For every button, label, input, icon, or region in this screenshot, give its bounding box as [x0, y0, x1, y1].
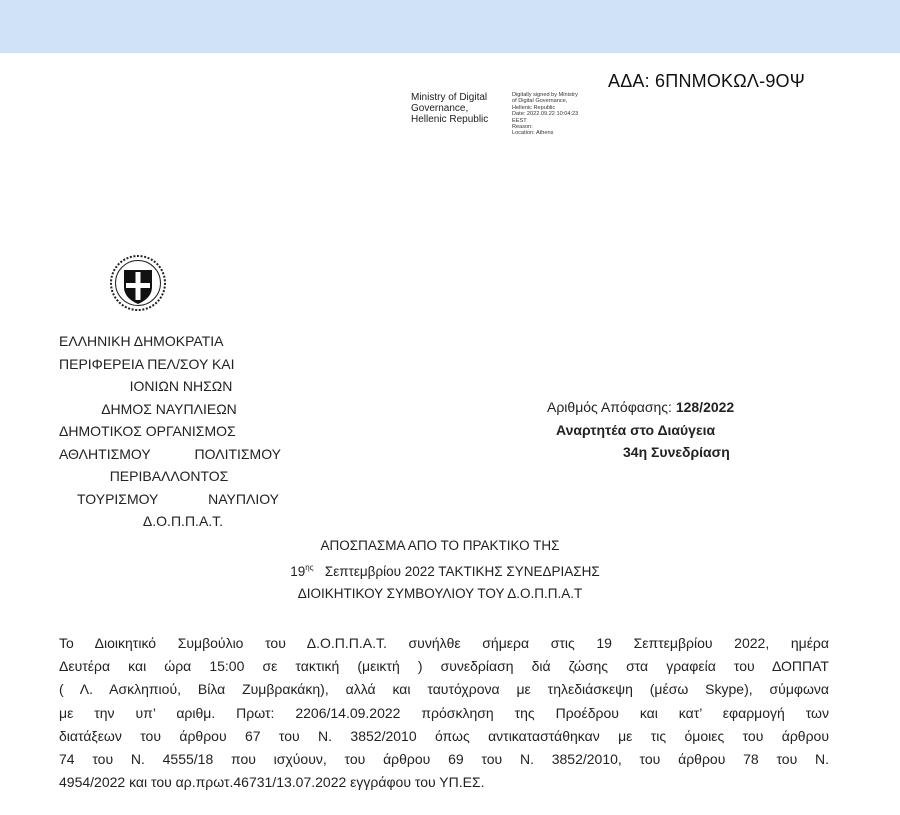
greek-coat-of-arms-icon	[109, 254, 167, 312]
authority-line: Δ.Ο.Π.Π.Α.Τ.	[142, 513, 224, 529]
heading-line: ΑΠΟΣΠΑΣΜΑ ΑΠΟ ΤΟ ΠΡΑΚΤΙΚΟ ΤΗΣ	[320, 538, 560, 553]
paragraph-line: Το Διοικητικό Συμβούλιο του Δ.Ο.Π.Π.Α.Τ. συνήλθε σήμερα στις 19 Σεπτεμβρίου 2022, ημέρα	[59, 635, 829, 651]
heading-day: 19	[290, 564, 306, 579]
decision-number	[547, 399, 734, 415]
paragraph-line: 4954/2022 και του αρ.πρωτ.46731/13.07.2022 εγγράφου του ΥΠ.ΕΣ.	[59, 774, 485, 791]
issuing-authority	[59, 330, 299, 533]
paragraph-line: διατάξεων του άρθρου 67 του Ν. 3852/2010 όπως αντικαταστάθηκαν με τις όμοιες του άρθρου	[59, 727, 829, 744]
decision-number-value: 128/2022	[675, 399, 735, 415]
paragraph-line: ( Λ. Ασκληπιού, Βίλα Ζυμβρακάκη), αλλά και ταυτόχρονα με τηλεδιάσκεψη (μέσω Skype), σύμφωνα	[59, 681, 829, 698]
authority-line	[59, 443, 281, 466]
authority-word: ΝΑΥΠΛΙΟΥ	[208, 490, 279, 507]
signature-details	[512, 92, 622, 137]
authority-line: ΠΕΡΙΦΕΡΕΙΑ ΠΕΛ/ΣΟΥ ΚΑΙ	[59, 355, 235, 372]
ada-code: ΑΔΑ: 6ΠΝΜΟΚΩΛ-9ΟΨ	[608, 71, 805, 91]
authority-word: ΑΘΛΗΤΙΣΜΟΥ	[59, 445, 151, 462]
signature-detail-line: Reason:	[512, 124, 533, 131]
session-number: 34η Συνεδρίαση	[623, 444, 730, 460]
minutes-paragraph	[59, 632, 829, 794]
heading-line: ΔΙΟΙΚΗΤΙΚΟΥ ΣΥΜΒΟΥΛΙΟΥ ΤΟΥ Δ.Ο.Π.Π.Α.Τ	[297, 586, 583, 601]
signature-detail-line: Location: Athens	[512, 130, 554, 137]
heading-date-rest: Σεπτεμβρίου 2022 ΤΑΚΤΙΚΗΣ ΣΥΝΕΔΡΙΑΣΗΣ	[324, 564, 600, 579]
paragraph-line: με την υπ’ αριθμ. Πρωτ: 2206/14.09.2022 πρόσκληση της Προέδρου και κατ’ εφαρμογή των	[59, 704, 829, 721]
heading-day-suffix: ης	[305, 563, 314, 572]
paragraph-line: 74 του Ν. 4555/18 που ισχύουν, του άρθρου 69 του Ν. 3852/2010, του άρθρου 78 του Ν.	[59, 751, 829, 768]
excerpt-heading	[230, 535, 650, 605]
signature-detail-line: of Digital Governance,	[512, 98, 568, 105]
signature-detail-line: Digitally signed by Ministry	[512, 92, 578, 98]
authority-line	[59, 488, 279, 511]
authority-word: ΤΟΥΡΙΣΜΟΥ	[77, 490, 159, 507]
signer-line: Governance,	[411, 103, 469, 114]
heading-line	[230, 557, 650, 583]
authority-word: ΠΟΛΙΤΙΣΜΟΥ	[194, 445, 281, 462]
authority-line: ΕΛΛΗΝΙΚΗ ΔΗΜΟΚΡΑΤΙΑ	[59, 333, 224, 349]
authority-line: ΙΟΝΙΩΝ ΝΗΣΩΝ	[129, 378, 233, 394]
signature-detail-line: Date: 2022.09.22 10:04:23	[512, 111, 579, 118]
signature-signer	[411, 92, 511, 125]
paragraph-line: Δευτέρα και ώρα 15:00 σε τακτική (μεικτή ) συνεδρίαση διά ζώσης στα γραφεία του ΔΟΠΠΑΤ	[59, 658, 829, 675]
posting-note: Αναρτητέα στο Διαύγεια	[556, 422, 716, 438]
top-bar	[0, 0, 900, 53]
authority-line: ΠΕΡΙΒΑΛΛΟΝΤΟΣ	[109, 468, 229, 484]
signer-line: Ministry of Digital	[411, 92, 488, 103]
authority-line: ΔΗΜΟΤΙΚΟΣ ΟΡΓΑΝΙΣΜΟΣ	[59, 423, 236, 439]
authority-line: ΔΗΜΟΣ ΝΑΥΠΛΙΕΩΝ	[101, 400, 237, 417]
signature-detail-line: EEST	[512, 117, 527, 124]
signer-line: Hellenic Republic	[411, 114, 489, 125]
decision-number-label: Αριθμός Απόφασης:	[547, 399, 672, 415]
signature-detail-line: Hellenic Republic	[512, 104, 556, 111]
